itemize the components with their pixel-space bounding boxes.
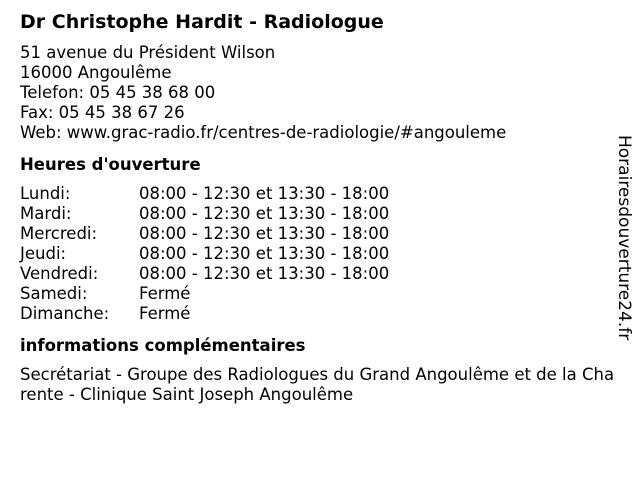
hours-row-sunday <box>20 304 610 324</box>
day-label: Lundi: <box>20 184 71 203</box>
address-block <box>20 43 610 143</box>
day-label: Mercredi: <box>20 224 98 243</box>
address-city: 16000 Angoulême <box>20 63 172 82</box>
hours-table <box>20 184 610 324</box>
time-value: 08:00 - 12:30 et 13:30 - 18:00 <box>139 204 390 223</box>
site-watermark: Horairesdouverture24.fr <box>614 135 634 341</box>
hours-row-saturday <box>20 284 610 304</box>
page-title: Dr Christophe Hardit - Radiologue <box>20 11 384 33</box>
day-label: Vendredi: <box>20 264 99 283</box>
fax-number: Fax: 05 45 38 67 26 <box>20 103 185 122</box>
hours-row-friday <box>20 264 610 284</box>
day-label: Mardi: <box>20 204 72 223</box>
business-listing <box>20 9 615 405</box>
hours-row-tuesday <box>20 204 610 224</box>
time-value: Fermé <box>139 284 191 303</box>
address-street: 51 avenue du Président Wilson <box>20 43 276 62</box>
time-value: 08:00 - 12:30 et 13:30 - 18:00 <box>139 244 390 263</box>
day-label: Jeudi: <box>20 244 67 263</box>
time-value: 08:00 - 12:30 et 13:30 - 18:00 <box>139 224 390 243</box>
day-label: Samedi: <box>20 284 88 303</box>
hours-row-thursday <box>20 244 610 264</box>
time-value: Fermé <box>139 304 191 323</box>
info-text: Secrétariat - Groupe des Radiologues du Grand Angoulême et de la Charente - Clinique Saint Joseph Angoulême <box>20 365 615 404</box>
phone-number: Telefon: 05 45 38 68 00 <box>20 83 216 102</box>
time-value: 08:00 - 12:30 et 13:30 - 18:00 <box>139 264 390 283</box>
time-value: 08:00 - 12:30 et 13:30 - 18:00 <box>139 184 390 203</box>
info-heading: informations complémentaires <box>20 336 306 355</box>
website-link[interactable]: Web: www.grac-radio.fr/centres-de-radiologie/#angouleme <box>20 123 507 142</box>
day-label: Dimanche: <box>20 304 110 323</box>
hours-heading: Heures d'ouverture <box>20 155 201 174</box>
hours-row-wednesday <box>20 224 610 244</box>
hours-row-monday <box>20 184 610 204</box>
